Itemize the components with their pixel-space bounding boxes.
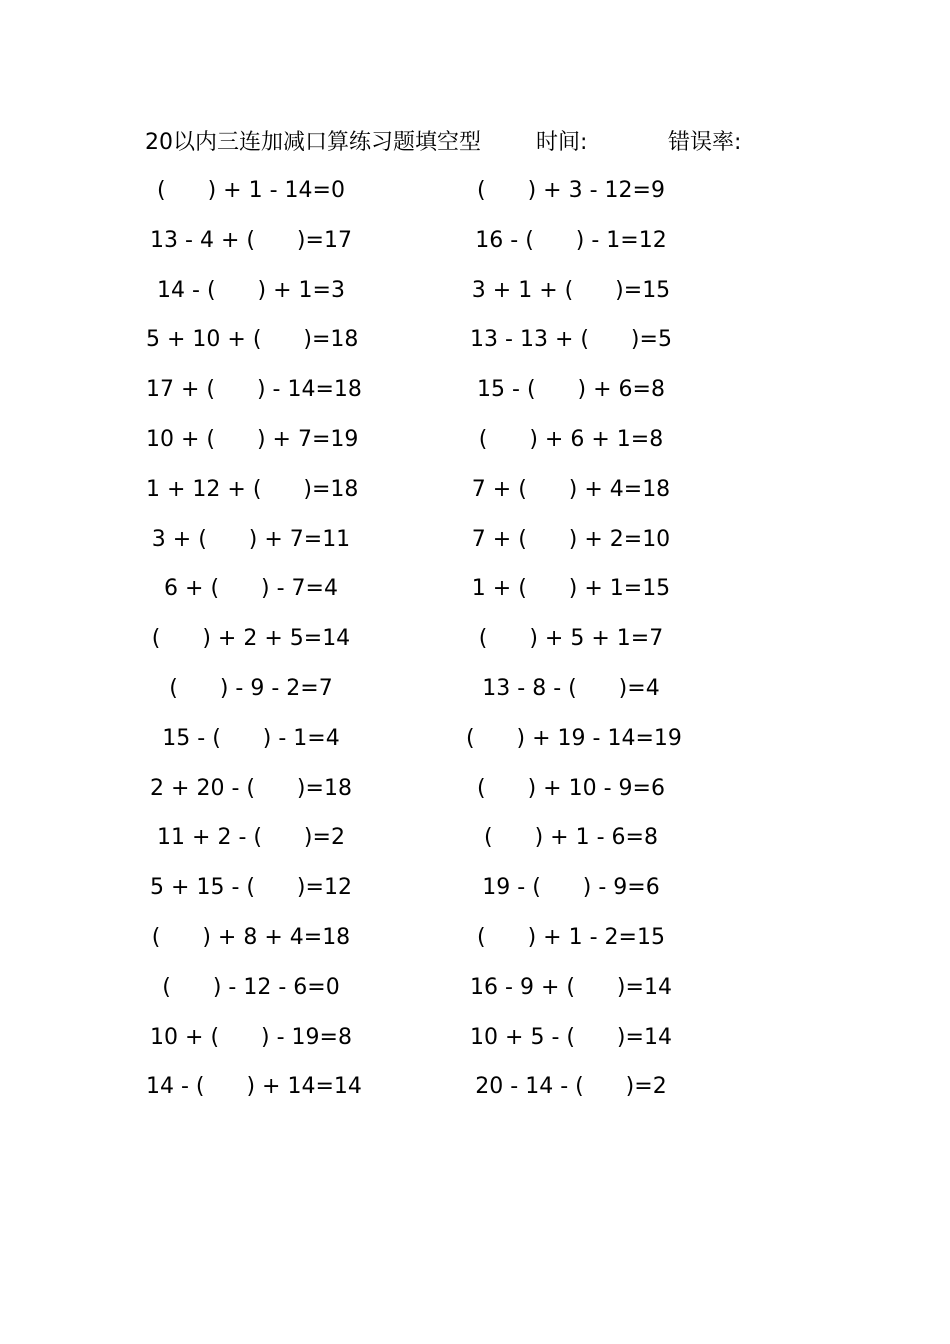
problem-left: 2 + 20 - ( )=18 (150, 775, 352, 801)
problem-right: 7 + ( ) + 2=10 (471, 526, 671, 552)
problem-right: ( ) + 19 - 14=19 (466, 725, 682, 751)
problem-left: ( ) + 1 - 14=0 (157, 178, 345, 203)
problem-row (0, 820, 950, 870)
problem-row (0, 970, 950, 1020)
problem-row (0, 273, 950, 323)
problem-left: ( ) - 12 - 6=0 (162, 974, 340, 1000)
problem-left: 6 + ( ) - 7=4 (164, 576, 338, 602)
problem-left: ( ) + 2 + 5=14 (151, 626, 351, 652)
problem-row (0, 1069, 950, 1119)
problem-right: 13 - 8 - ( )=4 (482, 675, 660, 701)
problem-left: 5 + 15 - ( )=12 (150, 875, 352, 901)
problem-right: ( ) + 3 - 12=9 (477, 178, 665, 203)
problem-left: 5 + 10 + ( )=18 (146, 327, 359, 353)
problem-right: 16 - 9 + ( )=14 (470, 974, 672, 1000)
problem-left: 11 + 2 - ( )=2 (157, 825, 345, 851)
problem-row (0, 173, 950, 223)
problem-left: 10 + ( ) - 19=8 (150, 1024, 352, 1050)
problem-right: 19 - ( ) - 9=6 (482, 875, 660, 901)
problem-row (0, 621, 950, 671)
problem-left: 14 - ( ) + 1=3 (157, 277, 345, 303)
problem-row (0, 223, 950, 273)
problem-right: 10 + 5 - ( )=14 (470, 1024, 672, 1050)
problem-right: 13 - 13 + ( )=5 (470, 327, 672, 353)
problem-left: 13 - 4 + ( )=17 (150, 227, 352, 253)
problem-right: 7 + ( ) + 4=18 (471, 476, 671, 502)
problem-row (0, 522, 950, 572)
problem-row (0, 920, 950, 970)
problem-right: ( ) + 10 - 9=6 (477, 775, 665, 801)
problem-right: ( ) + 6 + 1=8 (478, 426, 664, 452)
problem-row (0, 671, 950, 721)
problem-row (0, 422, 950, 472)
problem-row (0, 472, 950, 522)
problem-right: ( ) + 5 + 1=7 (478, 626, 664, 652)
problem-row (0, 771, 950, 821)
problem-right: ( ) + 1 - 2=15 (477, 924, 665, 950)
problem-right: ( ) + 1 - 6=8 (484, 825, 658, 851)
problem-list (0, 173, 950, 1119)
problem-right: 15 - ( ) + 6=8 (477, 377, 665, 403)
problem-right: 16 - ( ) - 1=12 (475, 227, 667, 253)
problem-left: 1 + 12 + ( )=18 (146, 476, 359, 502)
worksheet-title: 20以内三连加减口算练习题填空型 (145, 130, 481, 155)
problem-left: 10 + ( ) + 7=19 (146, 426, 359, 452)
problem-right: 3 + 1 + ( )=15 (471, 277, 671, 303)
problem-row (0, 721, 950, 771)
problem-row (0, 571, 950, 621)
problem-left: 3 + ( ) + 7=11 (151, 526, 351, 552)
error-rate-label: 错误率: (668, 130, 742, 155)
problem-left: ( ) - 9 - 2=7 (169, 675, 333, 701)
problem-row (0, 1020, 950, 1070)
problem-row (0, 322, 950, 372)
problem-row (0, 372, 950, 422)
problem-row (0, 870, 950, 920)
worksheet-header (0, 126, 950, 160)
problem-left: 17 + ( ) - 14=18 (146, 377, 362, 403)
problem-left: 15 - ( ) - 1=4 (162, 725, 340, 751)
time-label: 时间: (536, 130, 588, 155)
problem-left: 14 - ( ) + 14=14 (146, 1074, 362, 1100)
problem-right: 1 + ( ) + 1=15 (471, 576, 671, 602)
problem-left: ( ) + 8 + 4=18 (151, 924, 351, 950)
problem-right: 20 - 14 - ( )=2 (475, 1074, 667, 1100)
